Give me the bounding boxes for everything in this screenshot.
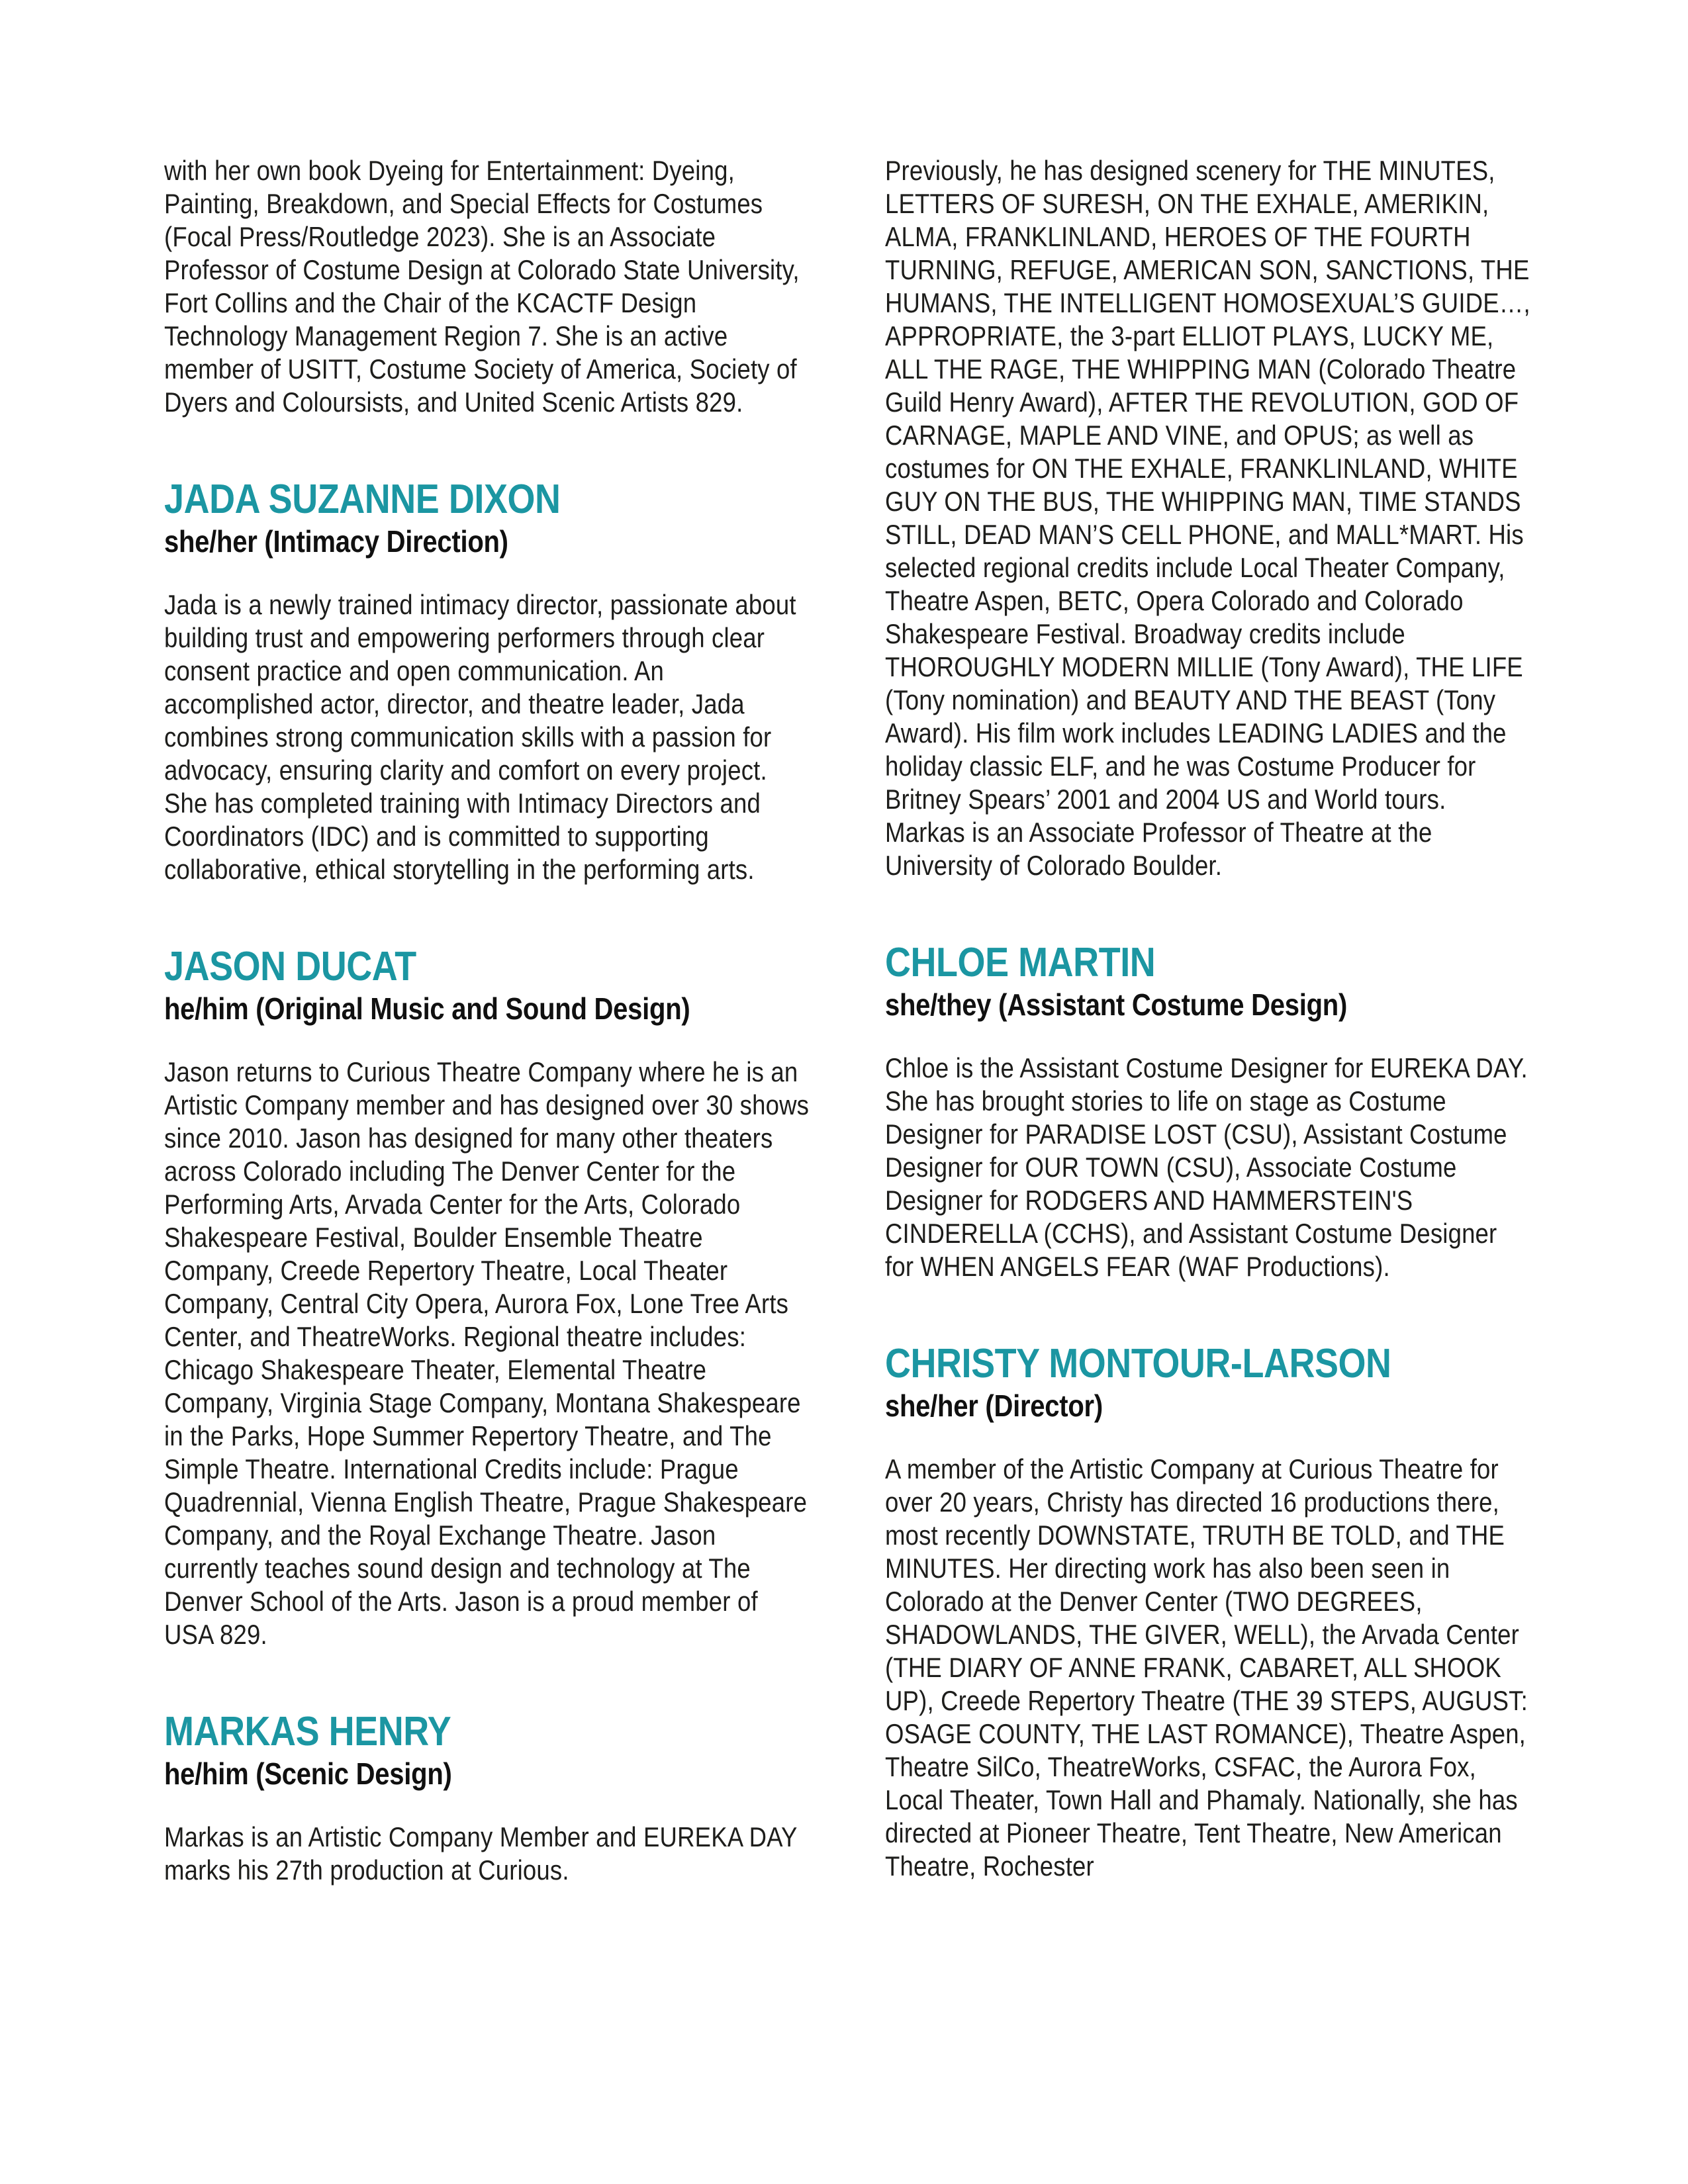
bio-text: Chloe is the Assistant Costume Designer for EUREKA DAY. She has brought stories to life on stage as Costume Designer for PARADISE LOST (CSU), Assistant Costume Designer for OUR TOWN (CSU), Associate Costume Designer for RODGERS AND HAMMERSTEIN'S CINDERELLA (CCHS), and Assistant Costume Designer for WHEN ANGELS FEAR (WAF Productions). — [885, 1052, 1528, 1282]
bio-section-jason-ducat — [164, 944, 810, 1651]
bio-pronouns-role: he/him (Scenic Design) — [164, 1756, 452, 1791]
bio-text: Jada is a newly trained intimacy director, passionate about building trust and empowering performers through clear consent practice and open communication. An accomplished actor, director, and theatre leader, Jada combines strong communication skills with a passion for advocacy, ensuring clarity and comfort on every project. She has completed training with Intimacy Directors and Coordinators (IDC) and is committed to supporting collaborative, ethical storytelling in the performing arts. — [164, 589, 796, 885]
bio-pronouns-role: she/her (Intimacy Direction) — [164, 524, 508, 559]
bio-continuation-paragraph: with her own book Dyeing for Entertainment: Dyeing, Painting, Breakdown, and Special Effects for Costumes (Focal Press/Routledge 2023). She is an Associate Professor of Costume Design at Colorado State University, Fort Collins and the Chair of the KCACTF Design Technology Management Region 7. She is an active member of USITT, Costume Society of America, Society of Dyers and Coloursists, and United Scenic Artists 829. — [164, 155, 800, 418]
bio-pronouns-role: he/him (Original Music and Sound Design) — [164, 991, 690, 1026]
bio-section-jada-suzanne-dixon — [164, 477, 810, 886]
bio-section-christy-montour-larson — [885, 1342, 1531, 1883]
bio-section-chloe-martin — [885, 940, 1531, 1283]
bio-pronouns-role: she/they (Assistant Costume Design) — [885, 987, 1348, 1022]
bio-text: A member of the Artistic Company at Curious Theatre for over 20 years, Christy has directed 16 productions there, most recently DOWNSTATE, TRUTH BE TOLD, and THE MINUTES. Her directing work has also been seen in Colorado at the Denver Center (TWO DEGREES, SHADOWLANDS, THE GIVER, WELL), the Arvada Center (THE DIARY OF ANNE FRANK, CABARET, ALL SHOOK UP), Creede Repertory Theatre (THE 39 STEPS, AUGUST: OSAGE COUNTY, THE LAST ROMANCE), Theatre Aspen, Theatre SilCo, TheatreWorks, CSFAC, the Aurora Fox, Local Theater, Town Hall and Phamaly. Nationally, she has directed at Pioneer Theatre, Tent Theatre, New American Theatre, Rochester — [885, 1453, 1528, 1882]
left-column — [164, 154, 810, 1887]
bio-name-heading: JADA SUZANNE DIXON — [164, 477, 561, 522]
right-column — [885, 154, 1531, 1883]
bio-text: Jason returns to Curious Theatre Company where he is an Artistic Company member and has designed over 30 shows since 2010. Jason has designed for many other theaters across Colorado including The Denver Center for the Performing Arts, Arvada Center for the Arts, Colorado Shakespeare Festival, Boulder Ensemble Theatre Company, Creede Repertory Theatre, Local Theater Company, Central City Opera, Aurora Fox, Lone Tree Arts Center, and TheatreWorks. Regional theatre includes: Chicago Shakespeare Theater, Elemental Theatre Company, Virginia Stage Company, Montana Shakespeare in the Parks, Hope Summer Repertory Theatre, and The Simple Theatre. International Credits include: Prague Quadrennial, Vienna English Theatre, Prague Shakespeare Company, and the Royal Exchange Theatre. Jason currently teaches sound design and technology at The Denver School of the Arts. Jason is a proud member of USA 829. — [164, 1056, 810, 1650]
bio-name-heading: CHRISTY MONTOUR-LARSON — [885, 1341, 1391, 1387]
bio-name-heading: CHLOE MARTIN — [885, 940, 1156, 985]
bio-pronouns-role: she/her (Director) — [885, 1388, 1103, 1423]
bio-name-heading: MARKAS HENRY — [164, 1709, 451, 1754]
bio-continuation-paragraph: Previously, he has designed scenery for THE MINUTES, LETTERS OF SURESH, ON THE EXHALE, AMERIKIN, ALMA, FRANKLINLAND, HEROES OF THE FOURTH TURNING, REFUGE, AMERICAN SON, SANCTIONS, THE HUMANS, THE INTELLIGENT HOMOSEXUAL’S GUIDE…, APPROPRIATE, the 3-part ELLIOT PLAYS, LUCKY ME, ALL THE RAGE, THE WHIPPING MAN (Colorado Theatre Guild Henry Award), AFTER THE REVOLUTION, GOD OF CARNAGE, MAPLE AND VINE, and OPUS; as well as costumes for ON THE EXHALE, FRANKLINLAND, WHITE GUY ON THE BUS, THE WHIPPING MAN, TIME STANDS STILL, DEAD MAN’S CELL PHONE, and MALL*MART. His selected regional credits include Local Theater Company, Theatre Aspen, BETC, Opera Colorado and Colorado Shakespeare Festival. Broadway credits include THOROUGHLY MODERN MILLIE (Tony Award), THE LIFE (Tony nomination) and BEAUTY AND THE BEAST (Tony Award). His film work includes LEADING LADIES and the holiday classic ELF, and he was Costume Producer for Britney Spears’ 2001 and 2004 US and World tours. Markas is an Associate Professor of Theatre at the University of Colorado Boulder. — [885, 155, 1530, 881]
bio-section-markas-henry — [164, 1709, 810, 1887]
bio-name-heading: JASON DUCAT — [164, 944, 416, 989]
bio-text: Markas is an Artistic Company Member and EUREKA DAY marks his 27th production at Curious. — [164, 1821, 797, 1886]
